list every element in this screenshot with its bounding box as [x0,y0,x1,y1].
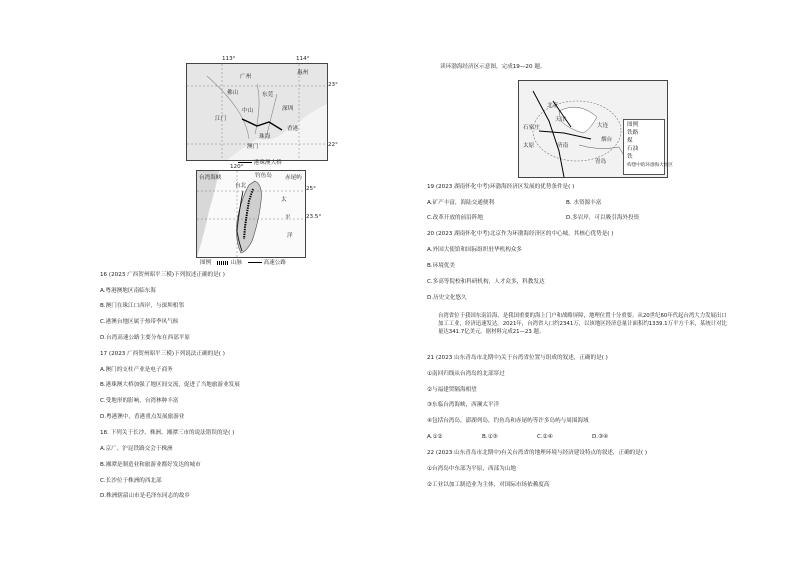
label-foshan: 佛山 [227,90,239,96]
label-xianggang: 香港 [287,126,299,132]
mountain-legend-icon [217,261,229,265]
q20-option-b: B.环境优美 [427,263,455,269]
q21-item-3: ③东临台湾海峡，西濒太平洋 [427,402,500,408]
q16-option-c: C.港澳台地区属于热带季风气候 [100,319,179,325]
taiwan-legend-road: 高速公路 [263,260,286,266]
label-tai: 太 [281,197,287,203]
label-yantai: 烟台 [601,137,613,143]
intro-19-20: 读环渤海经济区示意图，完成19—20 题。 [440,64,546,70]
label-jiangmen: 江门 [215,116,227,122]
label-qingdao: 青岛 [595,159,607,165]
label-ping: 平 [285,215,291,221]
label-yang: 洋 [287,233,293,239]
q20-option-d: D.历史文化悠久 [427,295,467,301]
q21-option-a: A.①② [427,434,443,440]
q16-option-b: B.澳门在珠江口西岸，与深圳相邻 [100,303,184,309]
q19-option-d: D.多岩岸，可以吸引海外投资 [566,215,640,221]
label-taibei: 台北 [235,183,247,189]
q18-stem: 18. 下列关于长沙、株洲、湘潭三市的说法错误的是( ) [100,430,235,436]
label-shijiazhuang: 石家庄 [523,125,540,131]
taiwan-map-svg [197,171,305,257]
pearl-legend [238,160,282,167]
label-zhongshan: 中山 [242,108,254,114]
pearl-lon1: 113° [222,56,236,62]
q18-option-d: D.株洲辖韶山市是毛泽东同志的故乡 [100,493,190,499]
q19-stem: 19 (2023 湖南怀化中考)环渤海经济区发展的优势条件是( ) [427,184,575,190]
q22-item-1: ①台湾岛中东部为平原，西部为山地 [427,466,516,472]
q19-option-b: B. 水资源丰富 [566,200,602,206]
bohai-legend-iron: 铁 [627,154,633,160]
q22-stem: 22 (2023 山东青岛市北期中)有关台湾省的地理环境与经济建设特点的叙述，正确的是( ) [427,450,648,456]
q16-option-d: D.台湾高速公路主要分布在西部平原 [100,335,190,341]
map-taiwan [196,170,306,258]
label-shenzhen: 深圳 [282,106,294,112]
bohai-legend-rail: 铁路 [627,130,639,136]
label-tianjin: 天津 [555,117,567,123]
pearl-legend-label: 港珠澳大桥 [253,160,282,166]
pearl-lon2: 114° [296,56,310,62]
bohai-legend-zone: 构想中的环渤海大经区 [627,163,673,168]
q16-option-a: A.粤港澳地区南临东海 [100,288,156,294]
bridge-legend-line [238,162,252,163]
map-pearl-river-delta [186,63,328,161]
label-strait: 台湾海峡 [199,175,222,181]
q22-item-2: ②工业以加工制造业为主体，对国际市场依赖度高 [427,482,550,488]
q18-option-c: C.长沙位于株洲的西北部 [100,478,162,484]
bohai-legend-coal: 煤 [627,138,633,144]
taiwan-legend [200,260,286,267]
label-diaoyu: 钓鱼岛 [255,173,272,179]
q18-option-a: A.京广、沪昆铁路交会于株洲 [100,446,173,452]
label-chiwei: 赤尾屿 [285,175,302,181]
q16-stem: 16 (2023 广西贺州昭平三模)下列叙述正确的是( ) [100,272,225,278]
q17-option-d: D.粤港澳中，香港重点发展旅游业 [100,414,185,420]
label-zhuhai: 珠海 [259,134,271,140]
taiwan-legend-title: 图例 [200,260,212,266]
taiwan-legend-mountain: 山脉 [230,260,242,266]
pearl-lat1: 23° [328,82,338,88]
q21-item-1: ①南回归线从台湾岛的北部穿过 [427,371,505,377]
bohai-legend [623,119,673,175]
q17-option-c: C.受地形的影响，台湾林种丰富 [100,398,179,404]
label-dongguan: 东莞 [262,92,274,98]
q17-option-a: A.澳门的支柱产业是电子商务 [100,367,173,373]
label-huizhou: 惠州 [297,70,309,76]
map-bohai [518,80,673,178]
q21-item-4: ④包括台湾岛，澎湖列岛，钓鱼岛和赤尾屿等许多岛屿与周围海域 [427,418,589,424]
q19-option-c: C.改革开放的前沿阵地 [427,215,484,221]
label-beijing: 北京 [547,103,559,109]
q17-option-b: B.港珠澳大桥加强了地区间交流，促进了当地旅游业发展 [100,382,240,388]
label-aomen: 澳门 [247,144,259,150]
q20-stem: 20 (2023 湖南怀化中考)北京作为环渤海经济区的中心城，其核心优势是( ) [427,231,614,237]
q21-stem: 21 (2023 山东青岛市北期中)关于台湾省位置与组成的叙述，正确的是( ) [427,355,608,361]
taiwan-lat2: 23.5° [306,214,322,220]
bohai-legend-oil: 石油 [627,146,639,152]
q18-option-b: B.湘潭是制造业和旅游业都好发达的城市 [100,462,201,468]
q20-option-a: A.外国大使馆和国际组织驻华机构众多 [427,247,523,253]
q19-option-a: A.矿产丰富，海陆交通便利 [427,200,495,206]
q20-option-c: C.多高等院校和科研机构，人才众多，科教发达 [427,279,545,285]
q21-option-d: D.③④ [592,434,609,440]
q21-option-b: B.①③ [482,434,498,440]
q21-option-c: C.②④ [537,434,553,440]
label-taiyuan: 太原 [523,143,535,149]
label-jinan: 济南 [557,143,569,149]
label-dalian: 大连 [597,123,609,129]
taiwan-lon: 120° [230,164,244,170]
passage-taiwan: 台湾省位于我国东南沿海，是我国重要的海上门户和战略屏障，地理位置十分重要。从20世纪60年代起台湾大力发展出口加工工业，经济迅速发达。2021年，台湾省人口约2341万，以该地区经济总量计面积约1339.1万平方千米，某统计对比量达341.7亿美元。据材料完成21—23 题。 [438,313,727,335]
pearl-lat2: 22° [328,142,338,148]
label-guangzhou: 广州 [240,74,252,80]
road-legend-line [248,262,262,263]
bohai-legend-title: 图例 [627,122,639,128]
taiwan-lat1: 25° [306,186,316,192]
q17-stem: 17 (2023 广西贺州昭平三模)下列说法正确的是( ) [100,351,225,357]
q21-item-2: ②与福建贸隔海相望 [427,387,477,393]
